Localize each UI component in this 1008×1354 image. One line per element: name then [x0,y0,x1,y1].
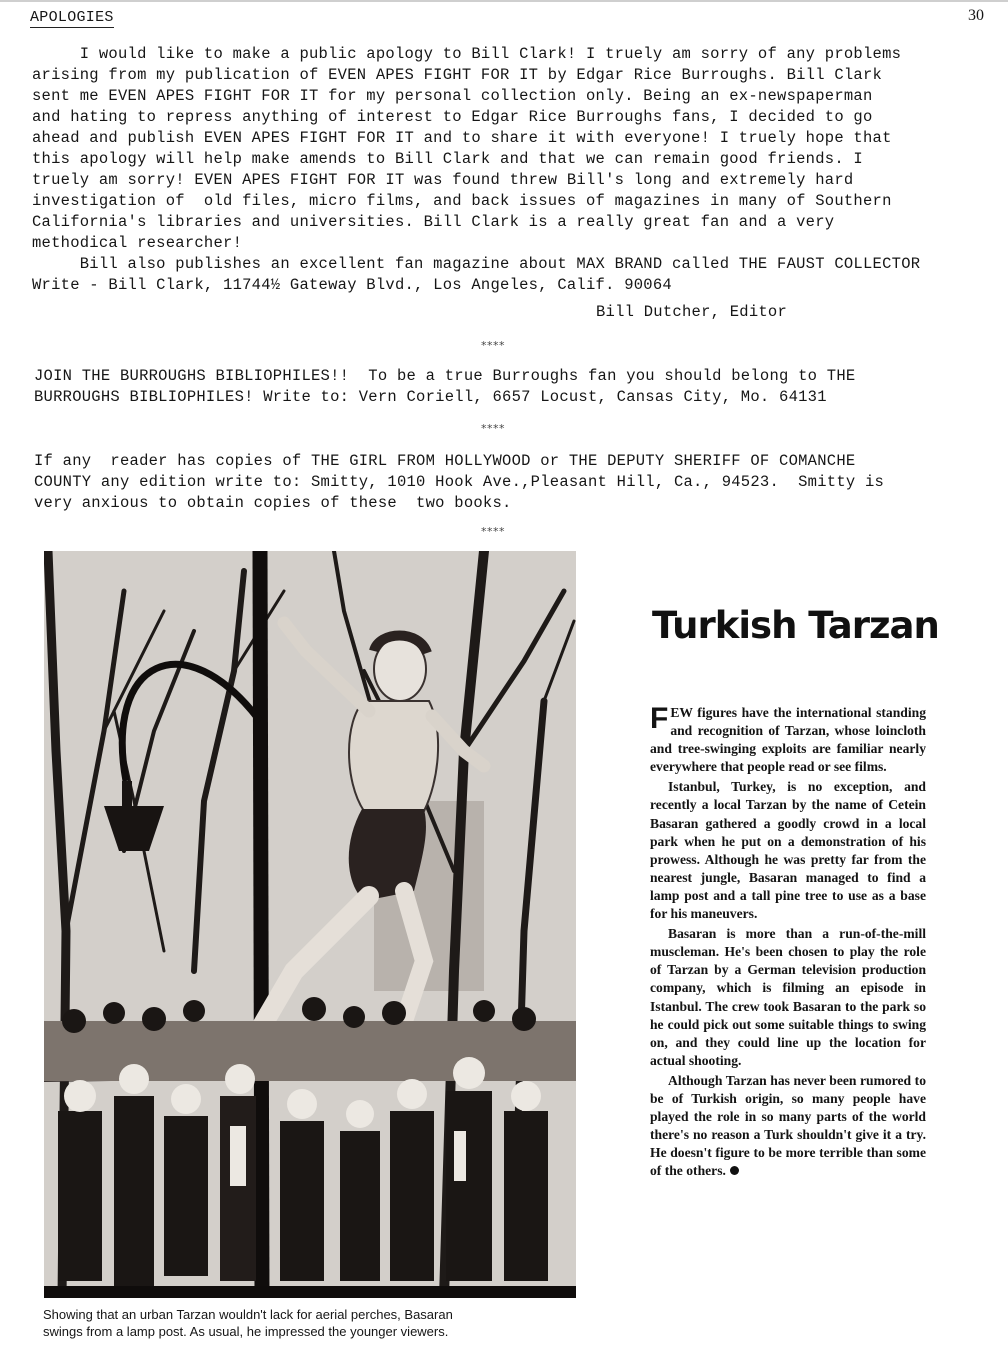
separator-stars: **** [481,525,505,538]
tarzan-lamp-post-photo [44,551,576,1298]
apology-paragraph: I would like to make a public apology to Bill Clark! I truely am sorry of any problems arising from my publication of EVEN APES FIGHT FOR IT by Edgar Rice Burroughs. Bill Clark sent me EVEN APES FIGHT FOR IT for my personal collection only. Being an ex-newspaperman and hating to repress anything of interest to Edgar Rice Burroughs fans, I decided to go ahead and publish EVEN APES FIGHT FOR IT and to share it with everyone! I truely hope that this apology will help make amends to Bill Clark and that we can remain good friends. I truely am sorry! EVEN APES FIGHT FOR IT was found threw Bill's long and extremely hard investigation of old files, micro films, and back issues of magazines in many of Southern California's libraries and universities. Bill Clark is a really great fan and a very methodical researcher! Bill also publishes an excellent fan magazine about MAX BRAND called THE FAUST COLLECTOR Write - Bill Clark, 11744½ Gateway Blvd., Los Angeles, Calif. 90064 [32,45,921,294]
article-paragraph-text: EW figures have the international standing and recognition of Tarzan, whose loincloth and tree-swinging exploits are familiar nearly everywhere that people read or see films. [650,705,926,775]
article-title: Turkish Tarzan [652,604,939,647]
article-paragraph [650,704,926,776]
caption-line: Showing that an urban Tarzan wouldn't lack for aerial perches, Basaran [43,1307,453,1322]
bibliophiles-notice: JOIN THE BURROUGHS BIBLIOPHILES!! To be a true Burroughs fan you should belong to THE BURROUGHS BIBLIOPHILES! Write to: Vern Coriell, 6657 Locust, Cansas City, Mo. 64131 [34,367,856,406]
article-paragraph-text: Although Tarzan has never been rumored to be of Turkish origin, so many people have played the role in so many parts of the world there's no reason a Turk shouldn't give it a try. He doesn't figure to be more terrible than some of the others. [650,1072,926,1179]
caption-line: swings from a lamp post. As usual, he impressed the younger viewers. [43,1324,449,1339]
article-paragraph: Istanbul, Turkey, is no exception, and recently a local Tarzan by the name of Cetein Basaran gathered a goodly crowd in a local park when he put on a demonstration of his prowess. Although he was pretty far from the nearest jungle, Basaran managed to find a lamp post and a tall pine tree to use as a base for his maneuvers. [650,779,926,922]
article-body [650,704,926,1182]
separator-stars: **** [481,422,505,435]
photo-caption [43,1306,583,1340]
editor-signature: Bill Dutcher, Editor [596,303,788,321]
article-paragraph: Basaran is more than a run-of-the-mill muscleman. He's been chosen to play the role of Tarzan by a German television production company, which is filming an episode in Istanbul. The crew took Basaran to the park so he could pick out some suitable things to swing on, and they could line up the location for actual shooting. [650,926,926,1068]
page-number: 30 [968,7,984,24]
wanted-books-notice: If any reader has copies of THE GIRL FROM HOLLYWOOD or THE DEPUTY SHERIFF OF COMANCHE COUNTY any edition write to: Smitty, 1010 Hook Ave.,Pleasant Hill, Ca., 94523. Smitty is very anxious to obtain copies of these two books. [34,452,885,512]
photo-illustration [44,551,576,1298]
end-mark-icon [730,1166,739,1175]
section-title: APOLOGIES [30,9,114,26]
drop-cap: F [650,702,669,735]
separator-stars: **** [481,339,505,352]
article-paragraph [650,1072,926,1181]
top-rule [0,0,1008,2]
